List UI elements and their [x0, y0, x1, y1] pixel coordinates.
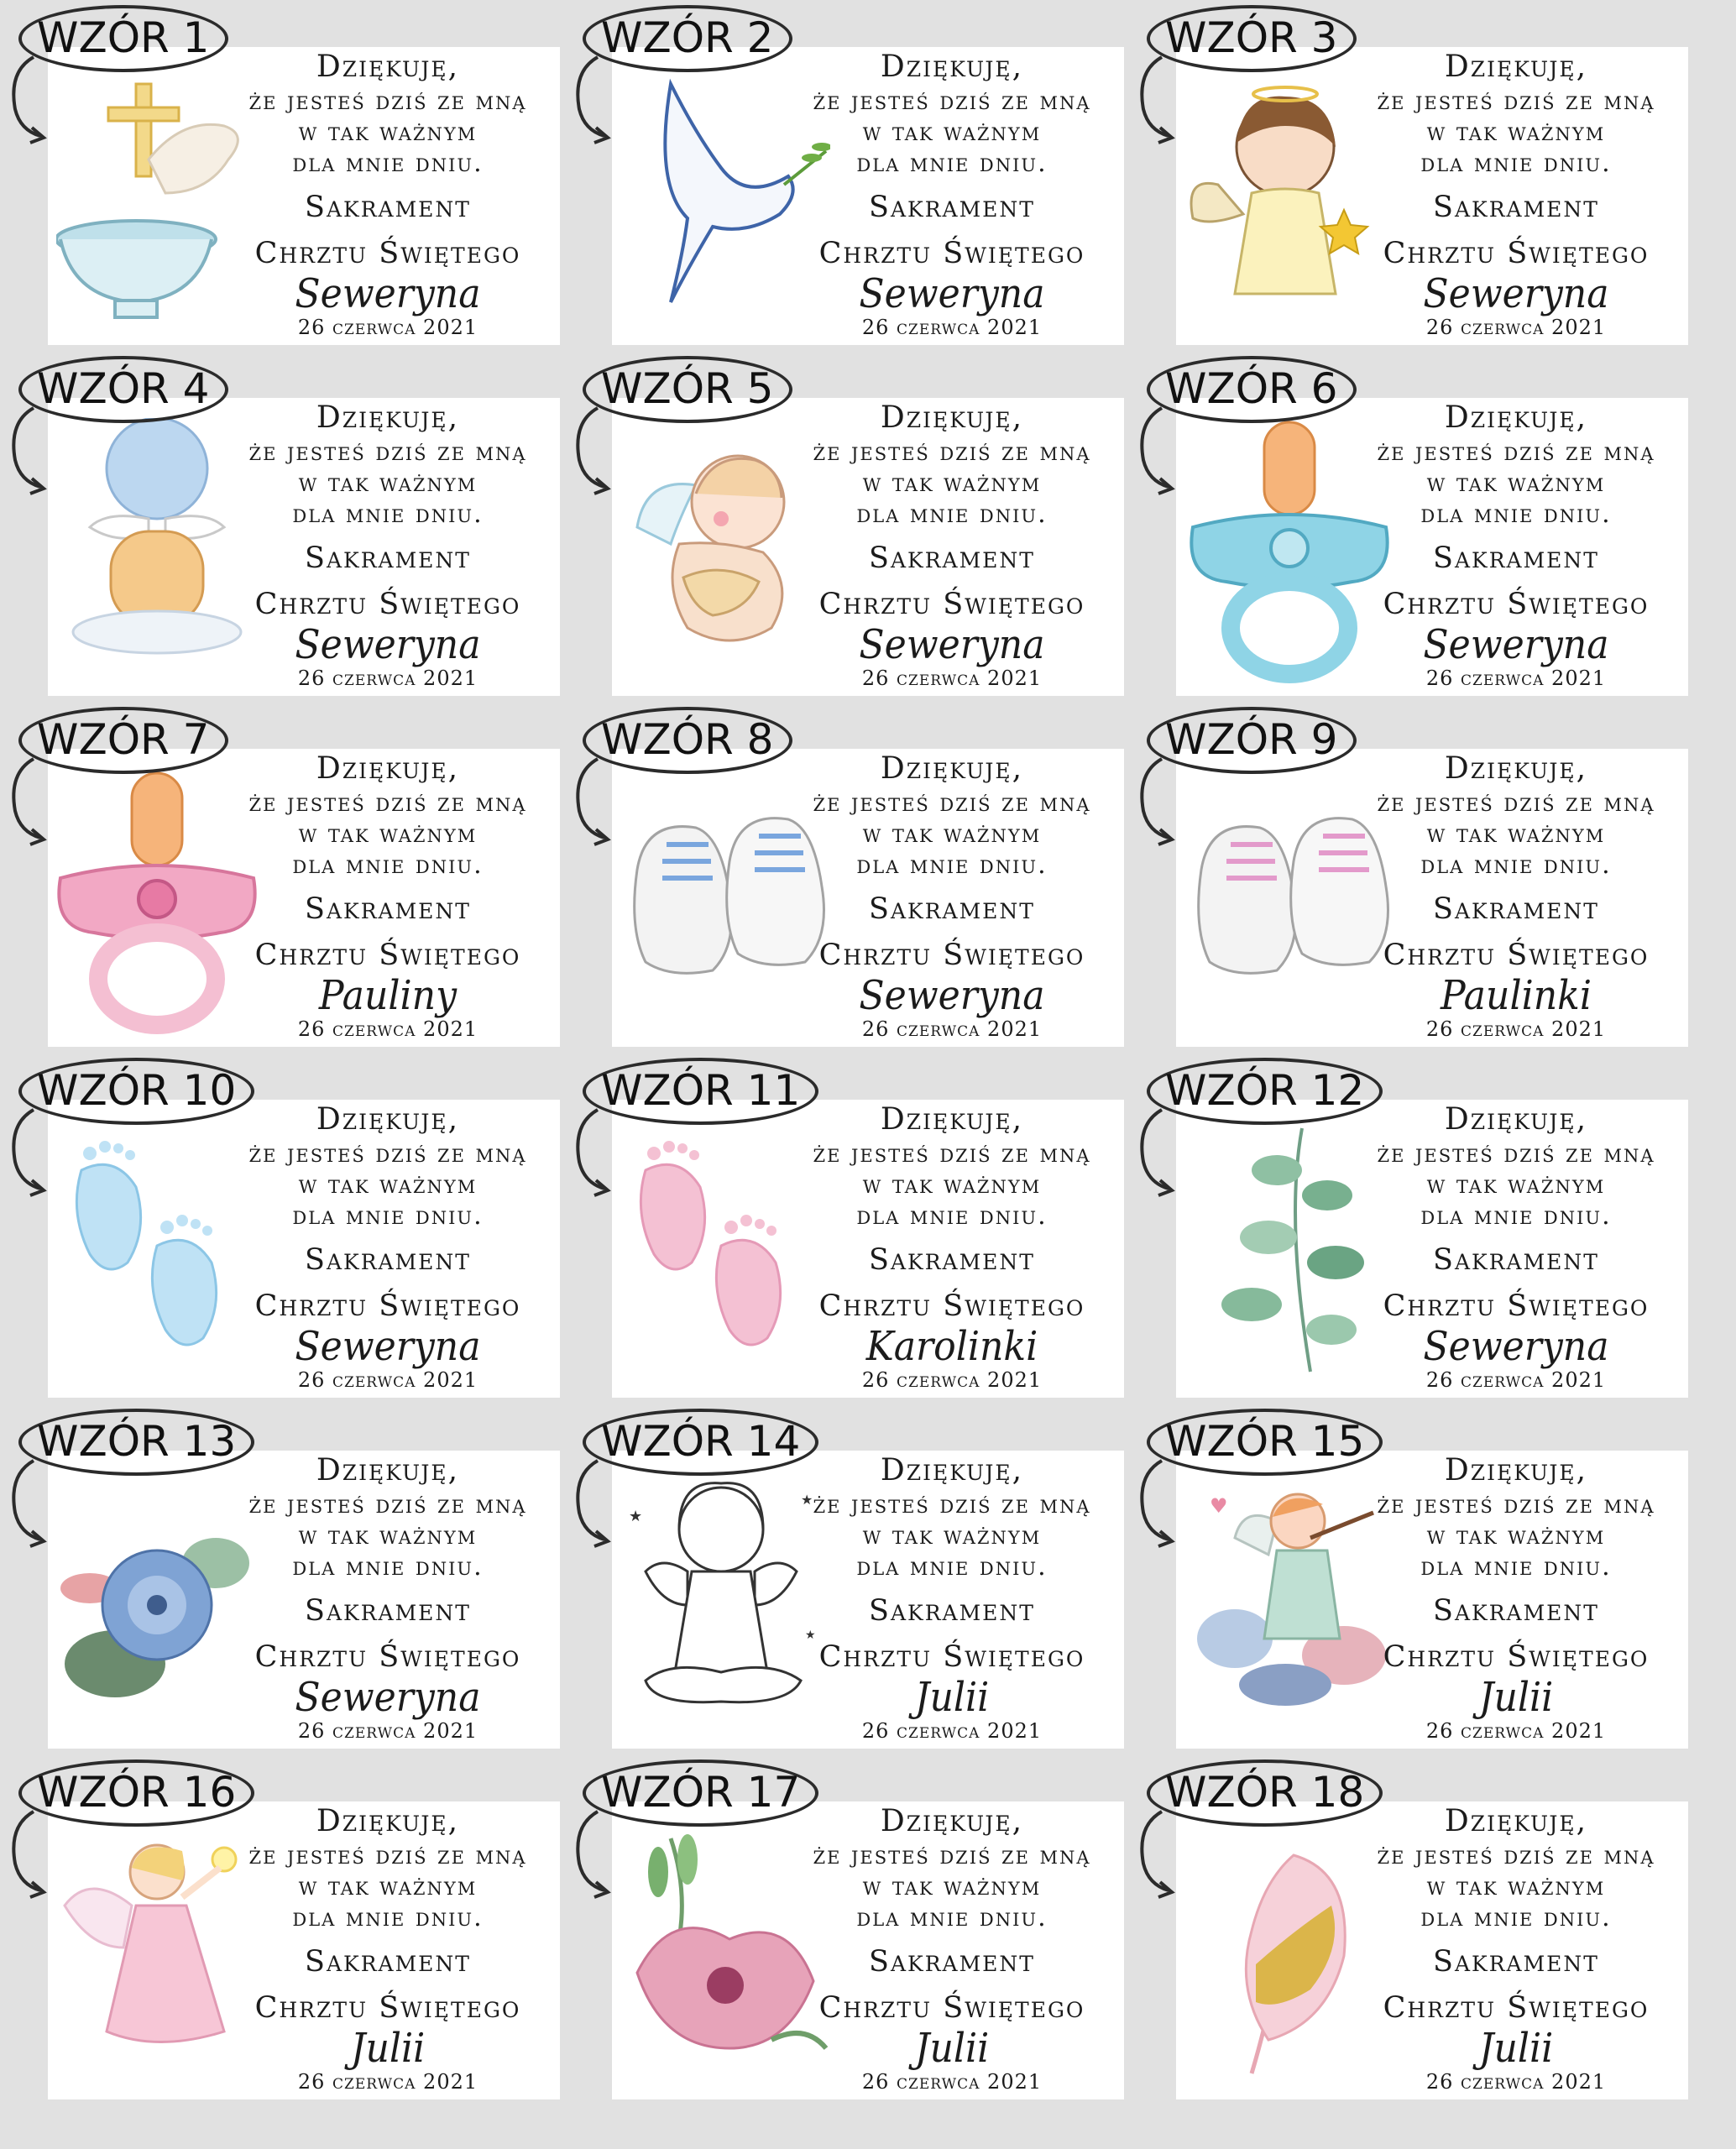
- event-date: 26 czerwca 2021: [1425, 2070, 1607, 2094]
- sacrament-line: Sakrament: [869, 892, 1035, 926]
- message-line: dla mnie dniu.: [856, 499, 1048, 529]
- design-number-badge: WZÓR 13: [18, 1409, 254, 1476]
- message-line: w tak ważnym: [1426, 819, 1606, 849]
- label-text: [792, 49, 1111, 338]
- design-cell: [564, 0, 1128, 351]
- label-text: [1357, 1452, 1676, 1742]
- message-line: że jesteś dziś ze mną: [1377, 1841, 1655, 1870]
- label-card[interactable]: [612, 1801, 1124, 2099]
- message-line: dla mnie dniu.: [292, 149, 484, 178]
- sacrament-line: Chrztu Świętego: [254, 1289, 521, 1323]
- event-date: 26 czerwca 2021: [297, 1719, 478, 1743]
- child-name: Seweryna: [295, 621, 481, 668]
- label-card[interactable]: [48, 1801, 560, 2099]
- message-line: dla mnie dniu.: [856, 1201, 1048, 1231]
- label-card[interactable]: [612, 749, 1124, 1047]
- label-card[interactable]: [1176, 47, 1688, 345]
- event-date: 26 czerwca 2021: [861, 1719, 1043, 1743]
- event-date: 26 czerwca 2021: [861, 1017, 1043, 1041]
- curved-arrow-icon: [0, 1454, 76, 1555]
- event-date: 26 czerwca 2021: [1425, 1368, 1607, 1392]
- sacrament-line: Chrztu Świętego: [254, 1640, 521, 1674]
- event-date: 26 czerwca 2021: [1425, 1017, 1607, 1041]
- message-line: że jesteś dziś ze mną: [1377, 86, 1655, 116]
- sacrament-line: Sakrament: [1433, 1945, 1599, 1979]
- design-number-badge: WZÓR 4: [18, 356, 228, 423]
- label-text: [792, 1803, 1111, 2093]
- label-text: [1357, 1101, 1676, 1391]
- design-cell: [564, 1754, 1128, 2105]
- svg-text:★: ★: [629, 1508, 643, 1525]
- child-name: Karolinki: [865, 1323, 1038, 1370]
- message-line: że jesteś dziś ze mną: [248, 1490, 527, 1519]
- sacrament-line: Chrztu Świętego: [818, 237, 1085, 270]
- sacrament-line: Sakrament: [869, 191, 1035, 224]
- message-line: w tak ważnym: [862, 118, 1042, 147]
- event-date: 26 czerwca 2021: [1425, 316, 1607, 339]
- svg-text:♥: ♥: [1210, 1494, 1228, 1518]
- design-number-badge: WZÓR 10: [18, 1058, 254, 1125]
- message-line: w tak ważnym: [298, 1872, 478, 1901]
- label-text: [1357, 49, 1676, 338]
- sacrament-line: Chrztu Świętego: [1383, 1289, 1650, 1323]
- message-line: w tak ważnym: [298, 819, 478, 849]
- curved-arrow-icon: [564, 1103, 640, 1204]
- message-line: dla mnie dniu.: [1420, 1903, 1612, 1932]
- child-name: Pauliny: [318, 972, 458, 1019]
- message-line: dla mnie dniu.: [292, 850, 484, 880]
- child-name: Seweryna: [1423, 621, 1609, 668]
- label-text: [1357, 1803, 1676, 2093]
- sacrament-line: Chrztu Świętego: [818, 939, 1085, 972]
- event-date: 26 czerwca 2021: [297, 1017, 478, 1041]
- curved-arrow-icon: [1128, 1103, 1204, 1204]
- label-card[interactable]: [1176, 749, 1688, 1047]
- message-line: dla mnie dniu.: [856, 149, 1048, 178]
- thanks-line: Dziękuję,: [316, 751, 460, 786]
- label-text: [792, 1101, 1111, 1391]
- design-number-badge: WZÓR 7: [18, 707, 228, 774]
- design-cell: [0, 0, 564, 351]
- message-line: że jesteś dziś ze mną: [813, 788, 1091, 818]
- thanks-line: Dziękuję,: [316, 400, 460, 435]
- message-line: dla mnie dniu.: [292, 1552, 484, 1582]
- thanks-line: Dziękuję,: [1444, 400, 1588, 435]
- event-date: 26 czerwca 2021: [297, 667, 478, 690]
- label-text: [228, 1452, 547, 1742]
- thanks-line: Dziękuję,: [1444, 1804, 1588, 1838]
- thanks-line: Dziękuję,: [316, 1102, 460, 1137]
- child-name: Julii: [1478, 1674, 1554, 1721]
- message-line: że jesteś dziś ze mną: [1377, 1490, 1655, 1519]
- curved-arrow-icon: [564, 1805, 640, 1906]
- design-cell: [564, 1404, 1128, 1754]
- message-line: dla mnie dniu.: [1420, 850, 1612, 880]
- message-line: dla mnie dniu.: [856, 1903, 1048, 1932]
- thanks-line: Dziękuję,: [880, 1804, 1024, 1838]
- sacrament-line: Chrztu Świętego: [1383, 237, 1650, 270]
- message-line: że jesteś dziś ze mną: [248, 788, 527, 818]
- design-number-badge: WZÓR 18: [1147, 1759, 1383, 1827]
- event-date: 26 czerwca 2021: [1425, 667, 1607, 690]
- curved-arrow-icon: [0, 1805, 76, 1906]
- design-cell: [0, 351, 564, 702]
- message-line: w tak ważnym: [1426, 1521, 1606, 1550]
- sacrament-line: Chrztu Świętego: [818, 1289, 1085, 1323]
- message-line: dla mnie dniu.: [1420, 1552, 1612, 1582]
- thanks-line: Dziękuję,: [1444, 1102, 1588, 1137]
- curved-arrow-icon: [564, 1454, 643, 1555]
- design-cell: [1128, 702, 1692, 1053]
- message-line: dla mnie dniu.: [1420, 149, 1612, 178]
- sacrament-line: Chrztu Świętego: [818, 1640, 1085, 1674]
- message-line: dla mnie dniu.: [1420, 499, 1612, 529]
- sacrament-line: Sakrament: [1433, 191, 1599, 224]
- sacrament-line: Chrztu Świętego: [254, 939, 521, 972]
- sacrament-line: Sakrament: [869, 1594, 1035, 1628]
- sacrament-line: Sakrament: [305, 541, 471, 575]
- message-line: w tak ważnym: [1426, 1872, 1606, 1901]
- design-cell: [564, 351, 1128, 702]
- sacrament-line: Sakrament: [869, 1945, 1035, 1979]
- thanks-line: Dziękuję,: [1444, 1453, 1588, 1488]
- sacrament-line: Chrztu Świętego: [1383, 588, 1650, 621]
- child-name: Seweryna: [1423, 270, 1609, 317]
- label-text: [792, 400, 1111, 689]
- design-cell: [1128, 1404, 1692, 1754]
- message-line: że jesteś dziś ze mną: [813, 1490, 1091, 1519]
- design-number-badge: WZÓR 9: [1147, 707, 1357, 774]
- label-card[interactable]: [1176, 398, 1688, 696]
- design-number-badge: WZÓR 17: [583, 1759, 818, 1827]
- design-cell: [0, 1053, 564, 1404]
- event-date: 26 czerwca 2021: [297, 2070, 478, 2094]
- thanks-line: Dziękuję,: [880, 400, 1024, 435]
- sacrament-line: Sakrament: [869, 541, 1035, 575]
- thanks-line: Dziękuję,: [880, 1453, 1024, 1488]
- message-line: w tak ważnym: [298, 1170, 478, 1200]
- label-card[interactable]: [1176, 1100, 1688, 1398]
- sacrament-line: Chrztu Świętego: [818, 588, 1085, 621]
- message-line: że jesteś dziś ze mną: [813, 1841, 1091, 1870]
- child-name: Julii: [914, 2025, 990, 2072]
- thanks-line: Dziękuję,: [1444, 50, 1588, 84]
- design-cell: [1128, 1053, 1692, 1404]
- curved-arrow-icon: [1128, 1805, 1204, 1906]
- design-number-badge: WZÓR 5: [583, 356, 792, 423]
- label-card[interactable]: [48, 1100, 560, 1398]
- message-line: dla mnie dniu.: [856, 850, 1048, 880]
- sacrament-line: Sakrament: [305, 191, 471, 224]
- sacrament-line: Chrztu Świętego: [1383, 939, 1650, 972]
- thanks-line: Dziękuję,: [316, 1804, 460, 1838]
- label-card[interactable]: [48, 1451, 560, 1749]
- sacrament-line: Sakrament: [1433, 1594, 1599, 1628]
- curved-arrow-icon: [0, 1103, 76, 1204]
- sacrament-line: Sakrament: [1433, 541, 1599, 575]
- design-cell: [1128, 351, 1692, 702]
- child-name: Seweryna: [295, 270, 481, 317]
- child-name: Paulinki: [1440, 972, 1592, 1019]
- sacrament-line: Chrztu Świętego: [254, 237, 521, 270]
- label-text: [1357, 400, 1676, 689]
- message-line: w tak ważnym: [298, 118, 478, 147]
- label-card[interactable]: [612, 1451, 1124, 1749]
- message-line: w tak ważnym: [862, 1521, 1042, 1550]
- message-line: że jesteś dziś ze mną: [248, 437, 527, 467]
- thanks-line: Dziękuję,: [880, 751, 1024, 786]
- curved-arrow-icon: [1128, 1454, 1204, 1555]
- label-text: [792, 1452, 1111, 1742]
- sacrament-line: Sakrament: [1433, 892, 1599, 926]
- message-line: że jesteś dziś ze mną: [813, 1139, 1091, 1169]
- label-card[interactable]: [48, 749, 560, 1047]
- child-name: Seweryna: [859, 621, 1045, 668]
- message-line: że jesteś dziś ze mną: [813, 86, 1091, 116]
- message-line: w tak ważnym: [862, 1170, 1042, 1200]
- event-date: 26 czerwca 2021: [861, 316, 1043, 339]
- message-line: w tak ważnym: [862, 468, 1042, 498]
- child-name: Julii: [1478, 2025, 1554, 2072]
- design-cell: [1128, 0, 1692, 351]
- child-name: Seweryna: [295, 1674, 481, 1721]
- event-date: 26 czerwca 2021: [297, 1368, 478, 1392]
- design-number-badge: WZÓR 14: [583, 1409, 818, 1476]
- message-line: w tak ważnym: [1426, 118, 1606, 147]
- message-line: dla mnie dniu.: [292, 499, 484, 529]
- label-text: [1357, 750, 1676, 1040]
- child-name: Seweryna: [859, 270, 1045, 317]
- child-name: Seweryna: [1423, 1323, 1609, 1370]
- message-line: dla mnie dniu.: [856, 1552, 1048, 1582]
- message-line: że jesteś dziś ze mną: [248, 86, 527, 116]
- child-name: Seweryna: [295, 1323, 481, 1370]
- sacrament-line: Sakrament: [305, 1243, 471, 1277]
- design-number-badge: WZÓR 8: [583, 707, 792, 774]
- label-card[interactable]: [612, 398, 1124, 696]
- thanks-line: Dziękuję,: [880, 50, 1024, 84]
- label-text: [228, 400, 547, 689]
- message-line: w tak ważnym: [862, 1872, 1042, 1901]
- message-line: dla mnie dniu.: [1420, 1201, 1612, 1231]
- message-line: że jesteś dziś ze mną: [248, 1841, 527, 1870]
- message-line: że jesteś dziś ze mną: [813, 437, 1091, 467]
- message-line: że jesteś dziś ze mną: [248, 1139, 527, 1169]
- design-number-badge: WZÓR 16: [18, 1759, 254, 1827]
- message-line: że jesteś dziś ze mną: [1377, 1139, 1655, 1169]
- label-card[interactable]: [1176, 1801, 1688, 2099]
- thanks-line: Dziękuję,: [880, 1102, 1024, 1137]
- sacrament-line: Chrztu Świętego: [1383, 1640, 1650, 1674]
- event-date: 26 czerwca 2021: [1425, 1719, 1607, 1743]
- thanks-line: Dziękuję,: [1444, 751, 1588, 786]
- message-line: że jesteś dziś ze mną: [1377, 437, 1655, 467]
- design-cell: [564, 1053, 1128, 1404]
- label-card[interactable]: [612, 47, 1124, 345]
- event-date: 26 czerwca 2021: [861, 667, 1043, 690]
- message-line: że jesteś dziś ze mną: [1377, 788, 1655, 818]
- child-name: Julii: [350, 2025, 426, 2072]
- design-cell: [0, 1404, 564, 1754]
- label-text: [228, 1101, 547, 1391]
- design-number-badge: WZÓR 1: [18, 5, 228, 72]
- design-number-badge: WZÓR 12: [1147, 1058, 1383, 1125]
- design-number-badge: WZÓR 11: [583, 1058, 818, 1125]
- design-number-badge: WZÓR 3: [1147, 5, 1357, 72]
- label-text: [228, 750, 547, 1040]
- thanks-line: Dziękuję,: [316, 1453, 460, 1488]
- message-line: w tak ważnym: [1426, 468, 1606, 498]
- sacrament-line: Sakrament: [869, 1243, 1035, 1277]
- sacrament-line: Chrztu Świętego: [254, 1991, 521, 2025]
- message-line: w tak ważnym: [298, 1521, 478, 1550]
- design-number-badge: WZÓR 6: [1147, 356, 1357, 423]
- sacrament-line: Sakrament: [305, 1594, 471, 1628]
- label-card[interactable]: [48, 47, 560, 345]
- message-line: dla mnie dniu.: [292, 1201, 484, 1231]
- label-text: [228, 49, 547, 338]
- sacrament-line: Sakrament: [1433, 1243, 1599, 1277]
- sacrament-line: Sakrament: [305, 892, 471, 926]
- label-card[interactable]: [48, 398, 560, 696]
- child-name: Seweryna: [859, 972, 1045, 1019]
- event-date: 26 czerwca 2021: [297, 316, 478, 339]
- design-cell: [564, 702, 1128, 1053]
- sacrament-line: Chrztu Świętego: [254, 588, 521, 621]
- label-card[interactable]: [1176, 1451, 1688, 1749]
- sacrament-line: Chrztu Świętego: [1383, 1991, 1650, 2025]
- message-line: w tak ważnym: [298, 468, 478, 498]
- event-date: 26 czerwca 2021: [861, 2070, 1043, 2094]
- message-line: dla mnie dniu.: [292, 1903, 484, 1932]
- svg-text:★: ★: [805, 1629, 816, 1642]
- sacrament-line: Chrztu Świętego: [818, 1991, 1085, 2025]
- event-date: 26 czerwca 2021: [861, 1368, 1043, 1392]
- label-text: [228, 1803, 547, 2093]
- design-cell: [1128, 1754, 1692, 2105]
- label-card[interactable]: [612, 1100, 1124, 1398]
- design-cell: [0, 1754, 564, 2105]
- sacrament-line: Sakrament: [305, 1945, 471, 1979]
- message-line: w tak ważnym: [862, 819, 1042, 849]
- design-number-badge: WZÓR 2: [583, 5, 792, 72]
- design-number-badge: WZÓR 15: [1147, 1409, 1383, 1476]
- label-text: [792, 750, 1111, 1040]
- message-line: w tak ważnym: [1426, 1170, 1606, 1200]
- thanks-line: Dziękuję,: [316, 50, 460, 84]
- child-name: Julii: [914, 1674, 990, 1721]
- design-cell: [0, 702, 564, 1053]
- svg-text:★: ★: [801, 1492, 813, 1508]
